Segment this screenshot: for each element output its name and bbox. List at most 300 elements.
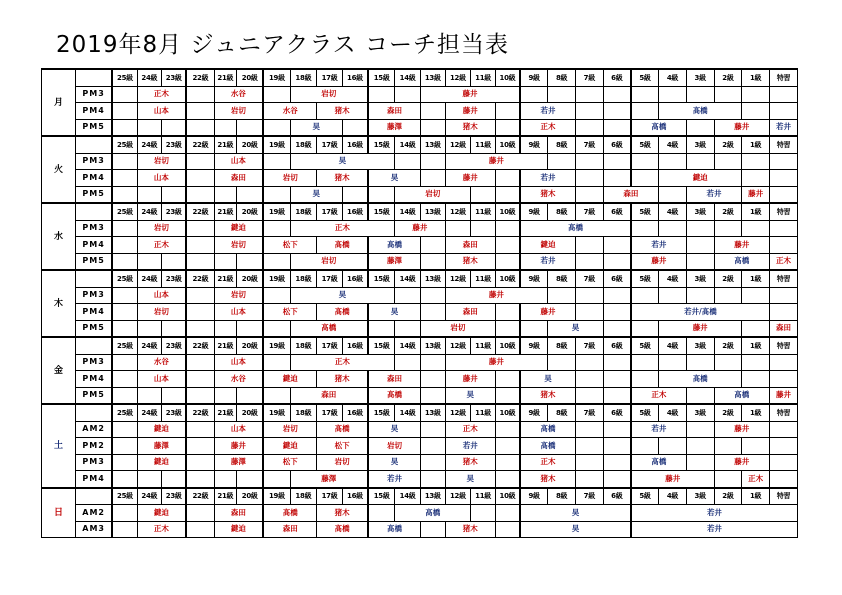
day-label: 土 bbox=[42, 404, 76, 488]
empty-cell bbox=[714, 438, 742, 455]
empty-cell bbox=[520, 320, 548, 337]
empty-cell bbox=[686, 86, 714, 103]
coach-cell: 髙橋 bbox=[714, 253, 769, 270]
schedule-row bbox=[42, 153, 798, 170]
coach-cell: 髙橋 bbox=[395, 505, 471, 522]
level-label: 2級 bbox=[714, 404, 742, 421]
empty-cell bbox=[603, 86, 631, 103]
empty-cell bbox=[263, 253, 290, 270]
level-label: 13級 bbox=[420, 270, 445, 287]
coach-cell: 鍵迫 bbox=[137, 421, 186, 438]
level-label: 22級 bbox=[186, 69, 214, 86]
coach-cell: 昊 bbox=[368, 170, 420, 187]
empty-cell bbox=[603, 119, 631, 136]
level-label: 16級 bbox=[342, 203, 368, 220]
coach-cell: 若井 bbox=[520, 170, 575, 187]
empty-cell bbox=[575, 287, 603, 304]
level-label: 13級 bbox=[420, 69, 445, 86]
coach-cell: 正木 bbox=[290, 354, 395, 371]
coach-cell: 若井 bbox=[769, 119, 797, 136]
coach-cell: 猪木 bbox=[317, 505, 368, 522]
empty-cell bbox=[263, 86, 290, 103]
coach-cell: 正木 bbox=[137, 237, 186, 254]
level-label: 12級 bbox=[445, 337, 471, 354]
coach-cell: 若井 bbox=[368, 471, 420, 488]
empty-cell bbox=[769, 371, 797, 388]
empty-cell bbox=[162, 186, 187, 203]
level-label: 11級 bbox=[471, 203, 496, 220]
coach-cell: 藤井 bbox=[769, 387, 797, 404]
level-label: 13級 bbox=[420, 337, 445, 354]
empty-cell bbox=[603, 387, 631, 404]
level-label: 1級 bbox=[742, 69, 770, 86]
empty-cell bbox=[575, 170, 603, 187]
empty-cell bbox=[575, 153, 603, 170]
schedule-row bbox=[42, 253, 798, 270]
schedule-row bbox=[42, 387, 798, 404]
coach-cell: 髙橋 bbox=[317, 304, 368, 321]
level-label: 25級 bbox=[112, 136, 137, 153]
empty-cell bbox=[112, 170, 137, 187]
level-label: 15級 bbox=[368, 404, 395, 421]
empty-cell bbox=[395, 354, 421, 371]
coach-cell: 若井 bbox=[520, 103, 575, 120]
empty-cell bbox=[769, 471, 797, 488]
coach-cell: 昊 bbox=[548, 320, 603, 337]
empty-cell bbox=[631, 287, 659, 304]
empty-cell bbox=[368, 86, 395, 103]
empty-cell bbox=[420, 153, 445, 170]
day-label: 月 bbox=[42, 69, 76, 136]
level-label: 2級 bbox=[714, 69, 742, 86]
level-label: 20級 bbox=[237, 337, 264, 354]
level-label: 8級 bbox=[548, 136, 576, 153]
coach-cell: 髙橋 bbox=[520, 421, 575, 438]
day-label: 金 bbox=[42, 337, 76, 404]
empty-cell bbox=[420, 387, 445, 404]
empty-cell bbox=[420, 454, 445, 471]
coach-cell: 松下 bbox=[263, 237, 316, 254]
empty-cell bbox=[631, 103, 659, 120]
empty-cell bbox=[659, 354, 687, 371]
coach-cell: 猪木 bbox=[317, 371, 368, 388]
level-label: 23級 bbox=[162, 488, 187, 505]
coach-cell: 藤井 bbox=[659, 320, 742, 337]
empty-cell bbox=[186, 320, 214, 337]
coach-cell: 森田 bbox=[445, 237, 495, 254]
level-label: 17級 bbox=[317, 136, 343, 153]
coach-cell: 藤井 bbox=[714, 119, 769, 136]
level-label: 22級 bbox=[186, 270, 214, 287]
level-label: 14級 bbox=[395, 488, 421, 505]
coach-cell: 髙橋 bbox=[368, 237, 420, 254]
page-title: 2019年8月 ジュニアクラス コーチ担当表 bbox=[56, 32, 509, 58]
coach-cell: 鍵迫 bbox=[659, 170, 742, 187]
empty-cell bbox=[603, 237, 631, 254]
coach-cell: 若井 bbox=[631, 421, 686, 438]
level-label: 12級 bbox=[445, 69, 471, 86]
slot-header-blank bbox=[75, 203, 112, 220]
level-label: 21級 bbox=[214, 270, 237, 287]
level-label: 14級 bbox=[395, 404, 421, 421]
coach-cell: 鍵迫 bbox=[263, 438, 316, 455]
level-label: 特習 bbox=[769, 69, 797, 86]
level-label: 3級 bbox=[686, 404, 714, 421]
level-label: 19級 bbox=[263, 69, 290, 86]
empty-cell bbox=[686, 287, 714, 304]
coach-cell: 森田 bbox=[769, 320, 797, 337]
level-label: 22級 bbox=[186, 404, 214, 421]
empty-cell bbox=[112, 371, 137, 388]
slot-header-blank bbox=[75, 136, 112, 153]
coach-cell: 髙橋 bbox=[631, 119, 686, 136]
level-label: 23級 bbox=[162, 69, 187, 86]
level-label: 4級 bbox=[659, 337, 687, 354]
level-label: 14級 bbox=[395, 337, 421, 354]
coach-cell: 髙橋 bbox=[659, 371, 742, 388]
coach-cell: 岩切 bbox=[368, 438, 420, 455]
schedule-row bbox=[42, 186, 798, 203]
level-label: 11級 bbox=[471, 337, 496, 354]
level-label: 6級 bbox=[603, 337, 631, 354]
empty-cell bbox=[112, 438, 137, 455]
coach-cell: 藤井 bbox=[714, 421, 769, 438]
level-label: 3級 bbox=[686, 203, 714, 220]
empty-cell bbox=[495, 304, 520, 321]
empty-cell bbox=[495, 237, 520, 254]
level-label: 21級 bbox=[214, 136, 237, 153]
coach-cell: 藤井 bbox=[631, 471, 714, 488]
empty-cell bbox=[237, 119, 264, 136]
empty-cell bbox=[112, 119, 137, 136]
level-label: 8級 bbox=[548, 337, 576, 354]
coach-cell: 岩切 bbox=[137, 220, 186, 237]
level-label: 1級 bbox=[742, 203, 770, 220]
level-label: 19級 bbox=[263, 136, 290, 153]
time-slot-label: AM3 bbox=[75, 521, 112, 538]
empty-cell bbox=[237, 387, 264, 404]
empty-cell bbox=[162, 253, 187, 270]
coach-cell: 山本 bbox=[137, 103, 186, 120]
empty-cell bbox=[112, 304, 137, 321]
level-label: 18級 bbox=[290, 404, 317, 421]
coach-cell: 岩切 bbox=[214, 103, 263, 120]
empty-cell bbox=[420, 304, 445, 321]
empty-cell bbox=[186, 387, 214, 404]
empty-cell bbox=[237, 471, 264, 488]
level-label: 特習 bbox=[769, 404, 797, 421]
empty-cell bbox=[342, 186, 368, 203]
level-label: 20級 bbox=[237, 69, 264, 86]
level-header-row bbox=[42, 203, 798, 220]
coach-cell: 岩切 bbox=[317, 454, 368, 471]
coach-cell: 昊 bbox=[368, 454, 420, 471]
level-header-row bbox=[42, 404, 798, 421]
level-label: 23級 bbox=[162, 337, 187, 354]
empty-cell bbox=[186, 371, 214, 388]
time-slot-label: AM2 bbox=[75, 421, 112, 438]
schedule-row bbox=[42, 86, 798, 103]
level-label: 特習 bbox=[769, 270, 797, 287]
empty-cell bbox=[686, 421, 714, 438]
empty-cell bbox=[495, 186, 520, 203]
empty-cell bbox=[112, 237, 137, 254]
level-label: 5級 bbox=[631, 203, 659, 220]
coach-cell: 正木 bbox=[137, 521, 186, 538]
time-slot-label: PM3 bbox=[75, 354, 112, 371]
coach-cell: 山本 bbox=[137, 170, 186, 187]
empty-cell bbox=[631, 153, 659, 170]
level-label: 5級 bbox=[631, 337, 659, 354]
coach-cell: 正木 bbox=[137, 86, 186, 103]
level-label: 1級 bbox=[742, 337, 770, 354]
coach-cell: 正木 bbox=[445, 421, 495, 438]
time-slot-label: PM5 bbox=[75, 119, 112, 136]
level-label: 15級 bbox=[368, 136, 395, 153]
schedule-row bbox=[42, 354, 798, 371]
coach-cell: 昊 bbox=[520, 521, 631, 538]
level-label: 7級 bbox=[575, 404, 603, 421]
coach-cell: 藤井 bbox=[445, 371, 495, 388]
level-label: 9級 bbox=[520, 270, 548, 287]
empty-cell bbox=[714, 471, 742, 488]
coach-cell: 山本 bbox=[214, 421, 263, 438]
time-slot-label: PM4 bbox=[75, 371, 112, 388]
empty-cell bbox=[420, 371, 445, 388]
level-label: 特習 bbox=[769, 203, 797, 220]
level-label: 11級 bbox=[471, 404, 496, 421]
empty-cell bbox=[575, 387, 603, 404]
time-slot-label: PM3 bbox=[75, 454, 112, 471]
empty-cell bbox=[769, 86, 797, 103]
level-label: 5級 bbox=[631, 488, 659, 505]
empty-cell bbox=[575, 371, 603, 388]
day-label: 日 bbox=[42, 488, 76, 538]
level-label: 22級 bbox=[186, 488, 214, 505]
empty-cell bbox=[420, 471, 445, 488]
empty-cell bbox=[237, 320, 264, 337]
level-label: 6級 bbox=[603, 404, 631, 421]
empty-cell bbox=[495, 371, 520, 388]
level-label: 22級 bbox=[186, 136, 214, 153]
slot-header-blank bbox=[75, 404, 112, 421]
level-label: 10級 bbox=[495, 69, 520, 86]
coach-cell: 正木 bbox=[631, 387, 686, 404]
coach-cell: 藤井 bbox=[520, 304, 575, 321]
empty-cell bbox=[686, 387, 714, 404]
coach-cell: 岩切 bbox=[263, 421, 316, 438]
coach-cell: 水谷 bbox=[137, 354, 186, 371]
coach-cell: 藤井 bbox=[420, 86, 520, 103]
coach-cell: 正木 bbox=[742, 471, 770, 488]
level-label: 11級 bbox=[471, 488, 496, 505]
empty-cell bbox=[769, 170, 797, 187]
empty-cell bbox=[112, 186, 137, 203]
coach-cell: 藤井 bbox=[395, 220, 445, 237]
level-label: 8級 bbox=[548, 203, 576, 220]
coach-cell: 山本 bbox=[214, 354, 263, 371]
empty-cell bbox=[495, 421, 520, 438]
time-slot-label: PM5 bbox=[75, 186, 112, 203]
level-label: 15級 bbox=[368, 337, 395, 354]
level-label: 10級 bbox=[495, 488, 520, 505]
empty-cell bbox=[575, 186, 603, 203]
coach-cell: 水谷 bbox=[214, 371, 263, 388]
empty-cell bbox=[714, 86, 742, 103]
level-label: 21級 bbox=[214, 337, 237, 354]
empty-cell bbox=[263, 287, 290, 304]
empty-cell bbox=[112, 521, 137, 538]
empty-cell bbox=[112, 421, 137, 438]
schedule-row bbox=[42, 237, 798, 254]
empty-cell bbox=[214, 471, 237, 488]
coach-cell: 猪木 bbox=[445, 454, 495, 471]
empty-cell bbox=[214, 320, 237, 337]
empty-cell bbox=[603, 320, 631, 337]
empty-cell bbox=[214, 186, 237, 203]
coach-cell: 若井 bbox=[631, 521, 798, 538]
level-label: 23級 bbox=[162, 270, 187, 287]
level-label: 7級 bbox=[575, 488, 603, 505]
coach-cell: 昊 bbox=[290, 119, 342, 136]
empty-cell bbox=[471, 220, 496, 237]
coach-cell: 鍵迫 bbox=[214, 220, 263, 237]
level-label: 11級 bbox=[471, 69, 496, 86]
level-label: 14級 bbox=[395, 136, 421, 153]
empty-cell bbox=[659, 438, 687, 455]
empty-cell bbox=[575, 471, 603, 488]
level-label: 24級 bbox=[137, 203, 162, 220]
empty-cell bbox=[603, 438, 631, 455]
empty-cell bbox=[162, 320, 187, 337]
coach-cell: 猪木 bbox=[520, 387, 575, 404]
empty-cell bbox=[742, 438, 770, 455]
level-label: 特習 bbox=[769, 488, 797, 505]
coach-cell: 藤澤 bbox=[368, 253, 420, 270]
level-label: 23級 bbox=[162, 136, 187, 153]
coach-cell: 藤澤 bbox=[290, 471, 368, 488]
empty-cell bbox=[742, 354, 770, 371]
coach-cell: 猪木 bbox=[520, 186, 575, 203]
empty-cell bbox=[112, 387, 137, 404]
level-label: 20級 bbox=[237, 136, 264, 153]
coach-cell: 山本 bbox=[214, 304, 263, 321]
empty-cell bbox=[186, 421, 214, 438]
level-label: 3級 bbox=[686, 488, 714, 505]
empty-cell bbox=[575, 454, 603, 471]
coach-cell: 若井 bbox=[631, 505, 798, 522]
empty-cell bbox=[769, 186, 797, 203]
empty-cell bbox=[162, 119, 187, 136]
coach-cell: 山本 bbox=[137, 371, 186, 388]
coach-cell: 正木 bbox=[290, 220, 395, 237]
empty-cell bbox=[769, 287, 797, 304]
empty-cell bbox=[603, 471, 631, 488]
coach-cell: 藤井 bbox=[445, 354, 548, 371]
level-label: 21級 bbox=[214, 203, 237, 220]
time-slot-label: PM4 bbox=[75, 103, 112, 120]
level-label: 10級 bbox=[495, 337, 520, 354]
empty-cell bbox=[495, 454, 520, 471]
empty-cell bbox=[548, 354, 576, 371]
schedule-row bbox=[42, 471, 798, 488]
level-label: 16級 bbox=[342, 337, 368, 354]
empty-cell bbox=[769, 354, 797, 371]
empty-cell bbox=[445, 220, 471, 237]
coach-cell: 松下 bbox=[263, 454, 316, 471]
schedule-row bbox=[42, 304, 798, 321]
empty-cell bbox=[603, 253, 631, 270]
empty-cell bbox=[686, 454, 714, 471]
empty-cell bbox=[471, 186, 496, 203]
level-label: 3級 bbox=[686, 270, 714, 287]
empty-cell bbox=[112, 454, 137, 471]
slot-header-blank bbox=[75, 337, 112, 354]
schedule-row bbox=[42, 287, 798, 304]
coach-cell: 岩切 bbox=[137, 153, 186, 170]
time-slot-label: PM4 bbox=[75, 237, 112, 254]
coach-cell: 藤井 bbox=[445, 153, 548, 170]
coach-cell: 藤井 bbox=[445, 170, 495, 187]
level-label: 10級 bbox=[495, 270, 520, 287]
level-label: 25級 bbox=[112, 488, 137, 505]
time-slot-label: PM5 bbox=[75, 253, 112, 270]
level-label: 16級 bbox=[342, 404, 368, 421]
level-label: 6級 bbox=[603, 270, 631, 287]
coach-cell: 藤井 bbox=[445, 103, 495, 120]
level-label: 4級 bbox=[659, 270, 687, 287]
coach-cell: 松下 bbox=[263, 304, 316, 321]
empty-cell bbox=[575, 354, 603, 371]
level-label: 24級 bbox=[137, 404, 162, 421]
empty-cell bbox=[686, 237, 714, 254]
level-label: 24級 bbox=[137, 488, 162, 505]
level-label: 24級 bbox=[137, 136, 162, 153]
level-label: 5級 bbox=[631, 69, 659, 86]
coach-cell: 若井 bbox=[631, 237, 686, 254]
empty-cell bbox=[186, 505, 214, 522]
slot-header-blank bbox=[75, 270, 112, 287]
level-label: 25級 bbox=[112, 69, 137, 86]
coach-cell: 藤井 bbox=[714, 237, 769, 254]
empty-cell bbox=[495, 170, 520, 187]
level-label: 10級 bbox=[495, 136, 520, 153]
coach-cell: 藤井 bbox=[214, 438, 263, 455]
empty-cell bbox=[237, 253, 264, 270]
empty-cell bbox=[112, 220, 137, 237]
empty-cell bbox=[186, 304, 214, 321]
coach-cell: 水谷 bbox=[263, 103, 316, 120]
level-header-row bbox=[42, 488, 798, 505]
level-label: 9級 bbox=[520, 488, 548, 505]
level-label: 11級 bbox=[471, 270, 496, 287]
coach-cell: 正木 bbox=[520, 454, 575, 471]
coach-cell: 髙橋 bbox=[714, 387, 769, 404]
empty-cell bbox=[112, 86, 137, 103]
level-label: 22級 bbox=[186, 337, 214, 354]
schedule-row bbox=[42, 103, 798, 120]
level-label: 18級 bbox=[290, 203, 317, 220]
empty-cell bbox=[420, 438, 445, 455]
empty-cell bbox=[471, 505, 496, 522]
time-slot-label: PM3 bbox=[75, 86, 112, 103]
empty-cell bbox=[420, 119, 445, 136]
level-label: 14級 bbox=[395, 203, 421, 220]
schedule-row bbox=[42, 220, 798, 237]
empty-cell bbox=[769, 438, 797, 455]
coach-cell: 髙橋 bbox=[368, 387, 420, 404]
empty-cell bbox=[659, 220, 687, 237]
